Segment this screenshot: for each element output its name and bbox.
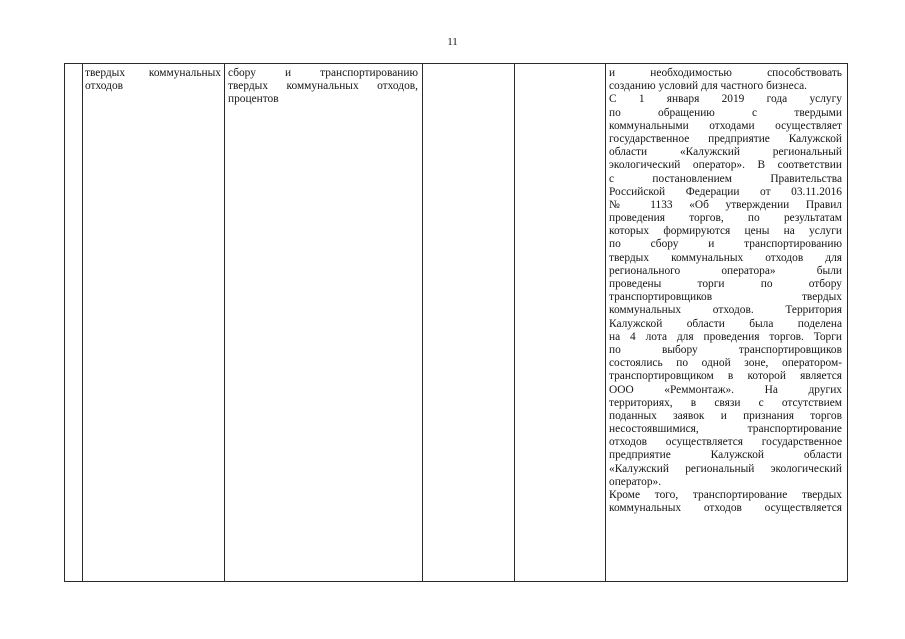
text-line: которых формируются цены на услуги: [609, 225, 842, 238]
column-divider: [605, 64, 606, 581]
column-divider: [514, 64, 515, 581]
text-line: «Калужский региональный экологический: [609, 462, 842, 475]
text-line: экологический оператор». В соответствии: [609, 159, 842, 172]
text-line: области «Калужский региональный: [609, 146, 842, 159]
text-line: коммунальных отходов. Территория: [609, 304, 842, 317]
text-line: проведены торги по отбору: [609, 278, 842, 290]
text-line: твердых коммунальных: [85, 67, 221, 79]
text-line: на 4 лота для проведения торгов. Торги: [609, 330, 842, 343]
text-line: состоялись по одной зоне, оператором-: [609, 357, 842, 370]
text-line: регионального оператора» были: [609, 264, 842, 277]
text-line: отходов: [85, 80, 124, 93]
text-line: № 1133 «Об утверждении Правил: [609, 198, 842, 211]
text-line: предприятие Калужской области: [609, 449, 842, 462]
column-divider: [422, 64, 423, 581]
text-line: транспортировщиков твердых: [609, 291, 842, 304]
text-line: оператор».: [609, 475, 662, 488]
column-divider: [82, 64, 83, 581]
text-line: несостоявшимися, транспортирование: [609, 423, 842, 436]
indicator-description-cell: [228, 67, 418, 107]
text-line: поданных заявок и признания торгов: [609, 409, 842, 422]
text-line: процентов: [228, 93, 279, 106]
text-line: транспортировщиком в которой является: [609, 370, 842, 383]
text-line: государственное предприятие Калужской: [609, 132, 842, 145]
comment-cell: [609, 67, 842, 515]
text-line: коммунальными отходами осуществляет: [609, 119, 842, 132]
text-line: ООО «Реммонтаж». На других: [609, 383, 842, 396]
text-line: Кроме того, транспортирование твердых: [609, 489, 842, 501]
text-line: по выбору транспортировщиков: [609, 343, 842, 356]
text-line: Российской Федерации от 03.11.2016: [609, 185, 842, 198]
text-line: проведения торгов, по результатам: [609, 212, 842, 225]
text-line: и необходимостью способствовать: [609, 67, 842, 79]
text-line: сбору и транспортированию: [228, 67, 418, 79]
text-line: отходов осуществляется государственное: [609, 436, 842, 449]
column-divider: [224, 64, 225, 581]
indicator-name-cell: [85, 67, 221, 93]
page-number: 11: [447, 36, 458, 48]
text-line: по сбору и транспортированию: [609, 238, 842, 251]
text-line: созданию условий для частного бизнеса.: [609, 80, 808, 93]
text-line: по обращению с твердыми: [609, 106, 842, 119]
text-line: с постановлением Правительства: [609, 172, 842, 185]
text-line: С 1 января 2019 года услугу: [609, 93, 842, 106]
document-table: [64, 63, 848, 582]
text-line: территориях, в связи с отсутствием: [609, 396, 842, 409]
text-line: твердых коммунальных отходов для: [609, 251, 842, 264]
text-line: Калужской области была поделена: [609, 317, 842, 330]
text-line: коммунальных отходов осуществляется: [609, 502, 842, 515]
text-line: твердых коммунальных отходов,: [228, 80, 418, 93]
